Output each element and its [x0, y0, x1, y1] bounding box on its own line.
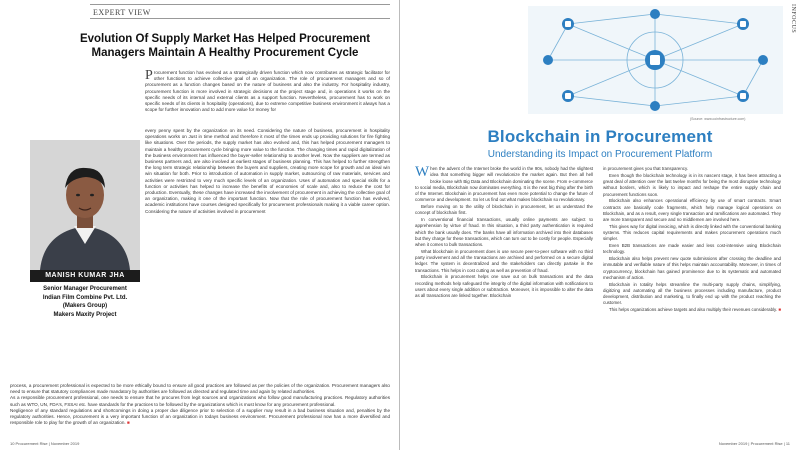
article-title-line-2: Managers Maintain A Healthy Procurement Cycle — [91, 47, 359, 59]
article-title-line-1: Evolution Of Supply Market Has Helped Procurement — [79, 33, 371, 45]
bottom-paragraph-1: process, a procurement professional is expected to be more ethically bound to ensure all good practices are followed as per the policies of the organization. Procurement managers also need to ensure that statutory compliances made mandatory by authorities are followed as directed and regulated time and again by related authorities. — [10, 383, 390, 395]
author-designation — [30, 285, 140, 319]
author-project: Makers Maxity Project — [53, 311, 117, 318]
col2-paragraph-6: Blockchain also helps prevent new quote submissions after crossing the deadline and immutable and verifiable nature of this helps maintain accountability. Moreover, in times of cryptocurrency, blockchain has gained prominence due to its systematic and automated mechanism of action. — [603, 256, 781, 280]
intro-paragraph — [145, 70, 390, 113]
article-column-text: every penny spent by the organization on its need. Considering the nature of business, procurement in hospitality operations works on Just in time method and therefore it most of the times ends up providing solutions for fire fighting like situations. Over the periods, the supply market has also evolved and, this has helped procurement managers to maintain a healthy procurement cycle bringing more value to the function. The changing times and rapid digitalization of the business environment has influenced the buyer-seller relationship to another level. Now the suppliers are termed as business partners and, are also involved at earliest stages of business planning. This has helped to further strengthen the long term strategic relationship between the buyers and suppliers, creating more scope for growth and an ideal win win situation for both. Prior to introduction of automation in supply market, outsourcing of raw materials, services and activities were restricted to very much specific levels of an organization. Uses of automation and special skills for a function or activities has helped to increase the benefits of economies of scale and, also to reduce the cost for production. Eventually, these changes have increased the involvement of procurement in achieving the collective goal of an organization, making it one of the important function. Now that the role of procurement function has evolved, academic institutions have courses designed specifically for procurement professionals making it a viable career option. Considering the nature of activities involved in procurement — [145, 128, 390, 214]
col2-paragraph-4: This gives way for digital invoicing, which is directly linked with the conventional banking systems. This reduces capital requirements and makes procurement operations much simpler. — [603, 223, 781, 242]
author-photo — [30, 140, 140, 270]
col1-paragraph-5: Blockchain in procurement helps one save out on bulk transactions and the data recording methods help safeguard the integrity of the digital information with notifications to users about every single addition or subtraction. Moreover, it is impossible to alter the data as all transactions are linked together. Blockchain — [415, 274, 593, 298]
article-subtitle-right: Understanding its Impact on Procurement Platform — [487, 149, 713, 160]
hero-caption: (Source: www.coinfrastructure.com) — [690, 117, 746, 121]
col2-paragraph-1: in procurement gives you that transparency. — [603, 166, 689, 171]
page-footer-right: November 2019 | Procurement Rise | 11 — [718, 441, 790, 446]
article-bottom-text — [10, 383, 390, 426]
col2-paragraph-2: Even though the blockchain technology is in its nascent stage, it has been attracting a great deal of attention over the last twelve months for being the most disruptive technology without borders, which is likely to impact and reshape the entire supply chain and procurement functions soon. — [603, 172, 781, 197]
col1-paragraph-2: Before moving on to the utility of blockchain in procurement, let us understand the concept of blockchain first. — [415, 204, 593, 216]
author-portrait-image — [30, 140, 140, 270]
col2-paragraph-3: Blockchain also enhances operational efficiency by use of smart contracts. Smart contracts are basically code fragments, which help manage logical operations on Blockchain, and as a result, every single transaction and ramifications are automated. They are more transparent and secure and no middlemen are involved here. — [603, 198, 781, 222]
hero-image — [528, 6, 783, 114]
article-column-1 — [415, 166, 593, 300]
col1-paragraph-4: What blockchain in procurement does is use secure peer-to-peer software with no third party involvement and all the transactions are archived and performed on a secure digital ledger. The system is decentralized and the stakeholders can directly partake in the transactions. This helps in cost cutting as well as prevention of fraud. — [415, 248, 593, 273]
author-group: (Makers Group) — [62, 303, 108, 309]
right-page — [400, 0, 800, 450]
article-title — [60, 32, 390, 60]
section-label: EXPERT VIEW — [93, 8, 151, 17]
blockchain-network-illustration — [528, 6, 783, 114]
article-column-2 — [603, 166, 781, 314]
author-role: Senior Manager Procurement — [43, 286, 127, 292]
author-company: Indian Film Combine Pvt. Ltd. — [42, 294, 128, 301]
end-mark: ■ — [126, 420, 130, 426]
bottom-paragraph-3 — [10, 408, 390, 427]
intro-dropcap: P — [145, 68, 153, 83]
intro-text: rocurement function has evolved as a strategically driven function which now contributes as strategic facilitator for other functions to achieve collective goal of an organization. The role of procurement managers and so of procurement as a function changes based on the nature of business and also the industry. For hospitality industry, procurement function is more involved in strategic decisions at the project stage and, in operations it works on the specific needs of its internal and external clients as a support function. Nevertheless, procurement has to work on specific needs of its clients in hospitality (operations), due to extreme competitive business environment it always has a scope for further innovation and to add more value for money for — [145, 70, 390, 113]
side-section-label: INFOCUS — [790, 4, 796, 34]
dropcap-w: W — [415, 164, 430, 180]
col2-paragraph-8 — [603, 307, 781, 313]
end-mark-right: ■ — [778, 307, 781, 312]
article-title-right: Blockchain in Procurement — [487, 127, 713, 146]
col1-paragraph-3: In conventional financial transactions, usually online payments are subject to apprehension by virtue of fraud. In this situation, a third party authentication is required which the bank usually does. The banks have all information archived into their databases but they charge for these transactions, which can turn out to be costly for people. Especially when it comes to bulk transactions. — [415, 217, 593, 247]
section-rule-top — [90, 4, 390, 5]
section-rule — [90, 18, 390, 19]
col2-paragraph-8-text: This helps organizations achieve targets and also multiply their revenues considerably. — [609, 307, 778, 312]
col2-paragraph-5: Even B2B transactions are made easier and less cost-intensive using Blockchain technology. — [603, 243, 781, 255]
page-footer-left: 10 Procurement Rise | November 2019 — [10, 441, 80, 446]
author-name: MANISH KUMAR JHA — [30, 270, 140, 282]
col1-paragraph-1-text: hen the advent of the Internet broke the world in the 90s, nobody had the slightest idea that something bigger will revolutionize the market again. But then all hell broke loose with Big Data and Blockchain dominating the scene. From e-commerce to social media, Blockchain now dominates everything. It is the next big thing after the birth of the Internet. Blockchain in procurement has even more potential to change the future of commerce and development. So let us find out what makes blockchain so revolutionary. — [415, 166, 593, 203]
bottom-paragraph-3-text: Negligence of any standard regulations and shortcomings in doing a proper due diligence prior to selection of a supplier may result in a bad business situation and, penalties by the regulatory authorities. Hence, procurement is a very important function of an organization in todays business environment. Procurement professional now has a more diversified and responsible role to play for the growth of an organization. — [10, 407, 390, 426]
bottom-paragraph-2: As a responsible procurement professional, one needs to ensure that he procures from legit sources and organizations who follow good manufacturing practices. Regulatory authorities such as WTO, UN, FDA's, FSSAI etc. have standards for the practices to be followed by the organizations which is must know for any procurement professional. — [10, 395, 390, 407]
col2-paragraph-7: Blockchain in totality helps streamline the multi-party supply chains, simplifying, digitizing and automating all the business processes including manufacture, product development, distribution and marketing, to finally end up with the product reaching the customer. — [603, 281, 781, 306]
col1-paragraph-1 — [415, 166, 593, 204]
